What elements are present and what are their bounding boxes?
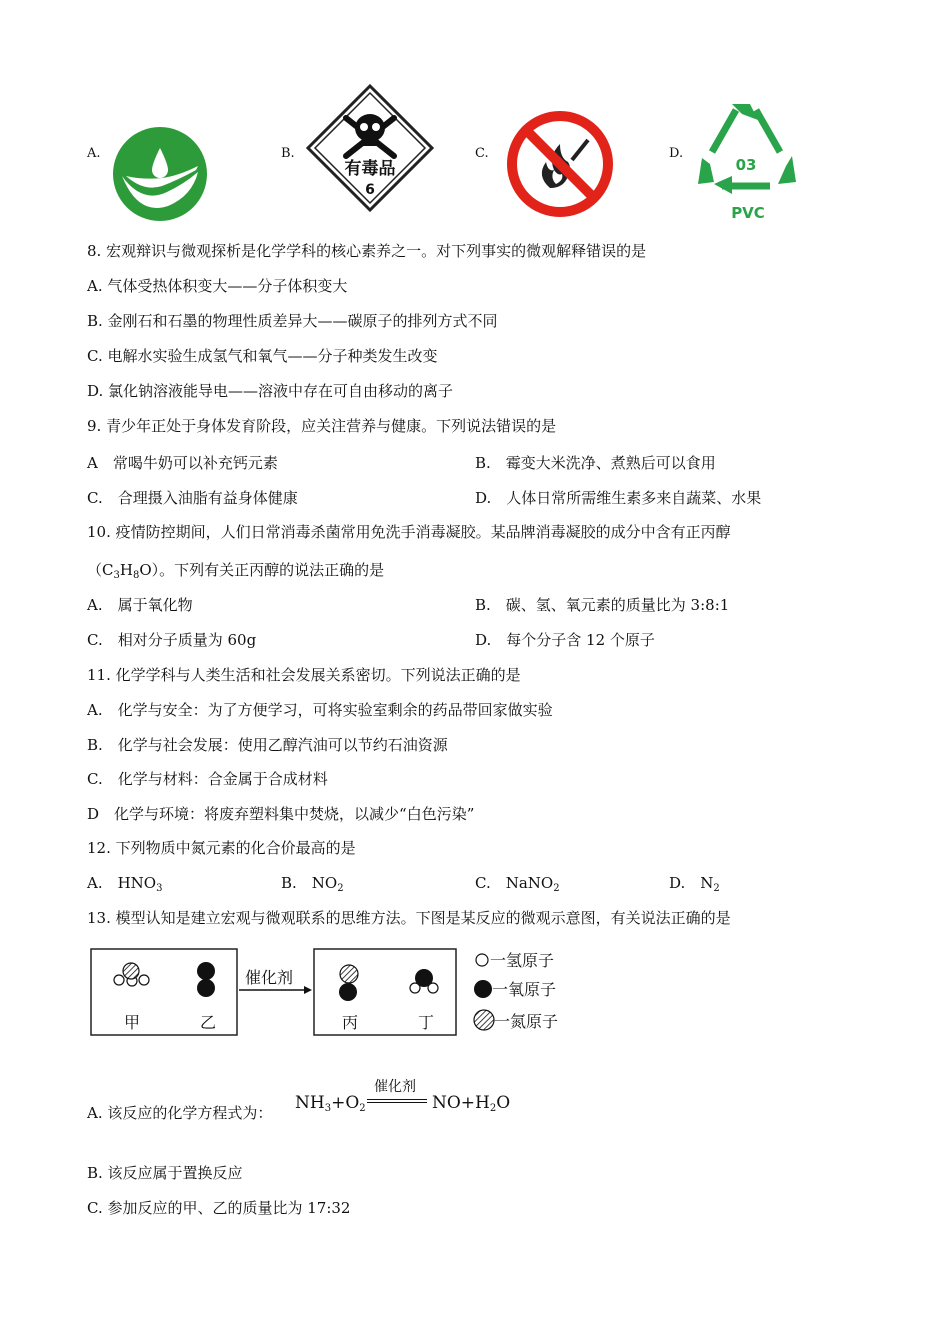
eq-left: $NH_3+O_2$	[295, 1093, 366, 1114]
q9-stem: 9. 青少年正处于身体发育阶段，应关注营养与健康。下列说法错误的是	[87, 417, 557, 435]
q10-option-d: D. 每个分子含 12 个原子	[475, 631, 655, 649]
q13-stem: 13. 模型认知是建立宏观与微观联系的思维方法。下图是某反应的微观示意图，有关说法正确的是	[87, 909, 731, 927]
q13-option-b: B. 该反应属于置换反应	[87, 1164, 243, 1182]
label-jia: 甲	[123, 1013, 141, 1032]
q8-stem: 8. 宏观辩识与微观探析是化学学科的核心素养之一。对下列事实的微观解释错误的是	[87, 242, 647, 260]
q12-option-c: C. NaNO$_2$	[475, 874, 560, 894]
option-a-label: A.	[87, 146, 101, 161]
q10-option-b: B. 碳、氢、氧元素的质量比为 3:8:1	[475, 596, 730, 614]
legend-n-label: 一氮原子	[494, 1012, 559, 1031]
toxic-text: 有毒品	[344, 159, 396, 179]
q11-option-c: C. 化学与材料：合金属于合成材料	[87, 770, 328, 788]
legend-h-label: 一氢原子	[490, 951, 555, 970]
q9-option-a: A 常喝牛奶可以补充钙元素	[87, 454, 278, 472]
q9-option-c: C. 合理摄入油脂有益身体健康	[87, 489, 298, 507]
option-d-label: D.	[669, 146, 684, 161]
q10-option-a: A. 属于氧化物	[87, 596, 193, 614]
eq-right: $NO+H_2O$	[432, 1093, 511, 1114]
option-b-label: B.	[281, 146, 295, 161]
legend-o-label: 一氧原子	[492, 980, 557, 999]
no-fire-icon	[506, 110, 614, 218]
q12-stem: 12. 下列物质中氮元素的化合价最高的是	[87, 839, 356, 857]
q9-option-b: B. 霉变大米洗净、煮熟后可以食用	[475, 454, 716, 472]
q8-option-c: C. 电解水实验生成氢气和氧气——分子种类发生改变	[87, 347, 438, 365]
water-saving-icon	[112, 126, 208, 222]
label-bing: 丙	[341, 1013, 359, 1032]
nh3-molecule	[114, 963, 149, 986]
q8-option-d: D. 氯化钠溶液能导电——溶液中存在可自由移动的离子	[87, 382, 454, 400]
q11-option-d: D 化学与环境：将废弃塑料集中焚烧，以减少“白色污染”	[87, 805, 475, 823]
recycle-number: 03	[735, 156, 757, 174]
q10-option-c: C. 相对分子质量为 60g	[87, 631, 257, 649]
toxic-hazard-sign	[306, 84, 434, 212]
catalyst-label: 催化剂	[244, 968, 294, 987]
q9-option-d: D. 人体日常所需维生素多来自蔬菜、水果	[475, 489, 762, 507]
no-molecule	[339, 965, 358, 1001]
q11-option-b: B. 化学与社会发展：使用乙醇汽油可以节约石油资源	[87, 736, 448, 754]
q11-option-a: A. 化学与安全：为了方便学习，可将实验室剩余的药品带回家做实验	[87, 701, 553, 719]
option-c-label: C.	[475, 146, 489, 161]
q10-stem-line2: $(C_3H_8O)$。下列有关正丙醇的说法正确的是	[87, 561, 385, 581]
q8-option-b: B. 金刚石和石墨的物理性质差异大——碳原子的排列方式不同	[87, 312, 498, 330]
label-yi: 乙	[199, 1013, 217, 1032]
q12-option-a: A. $HNO_3$	[87, 874, 163, 894]
toxic-number: 6	[365, 182, 375, 198]
recycle-text: PVC	[731, 204, 765, 222]
q10-stem-line1: 10. 疫情防控期间，人们日常消毒杀菌常用免洗手消毒凝胶。某品牌消毒凝胶的成分中含有正丙醇	[87, 523, 731, 541]
legend-h-symbol	[476, 954, 488, 966]
label-ding: 丁	[417, 1013, 435, 1032]
q12-option-d: D. $N_2$	[669, 874, 720, 894]
q12-option-b: B. $NO_2$	[281, 874, 344, 894]
legend-n-symbol	[474, 1010, 494, 1030]
reaction-diagram	[88, 944, 578, 1040]
h2o-molecule	[410, 969, 438, 993]
q8-option-a: A. 气体受热体积变大——分子体积变大	[87, 277, 348, 295]
q11-stem: 11. 化学学科与人类生活和社会发展关系密切。下列说法正确的是	[87, 666, 521, 684]
eq-catalyst: 催化剂	[374, 1079, 416, 1095]
q13-option-a-text: A. 该反应的化学方程式为：	[87, 1104, 273, 1122]
legend-o-symbol	[474, 980, 492, 998]
q13-equation	[295, 1078, 515, 1122]
q13-option-c: C. 参加反应的甲、乙的质量比为 17:32	[87, 1199, 351, 1217]
recycle-icon	[692, 100, 800, 224]
o2-molecule	[197, 962, 215, 997]
